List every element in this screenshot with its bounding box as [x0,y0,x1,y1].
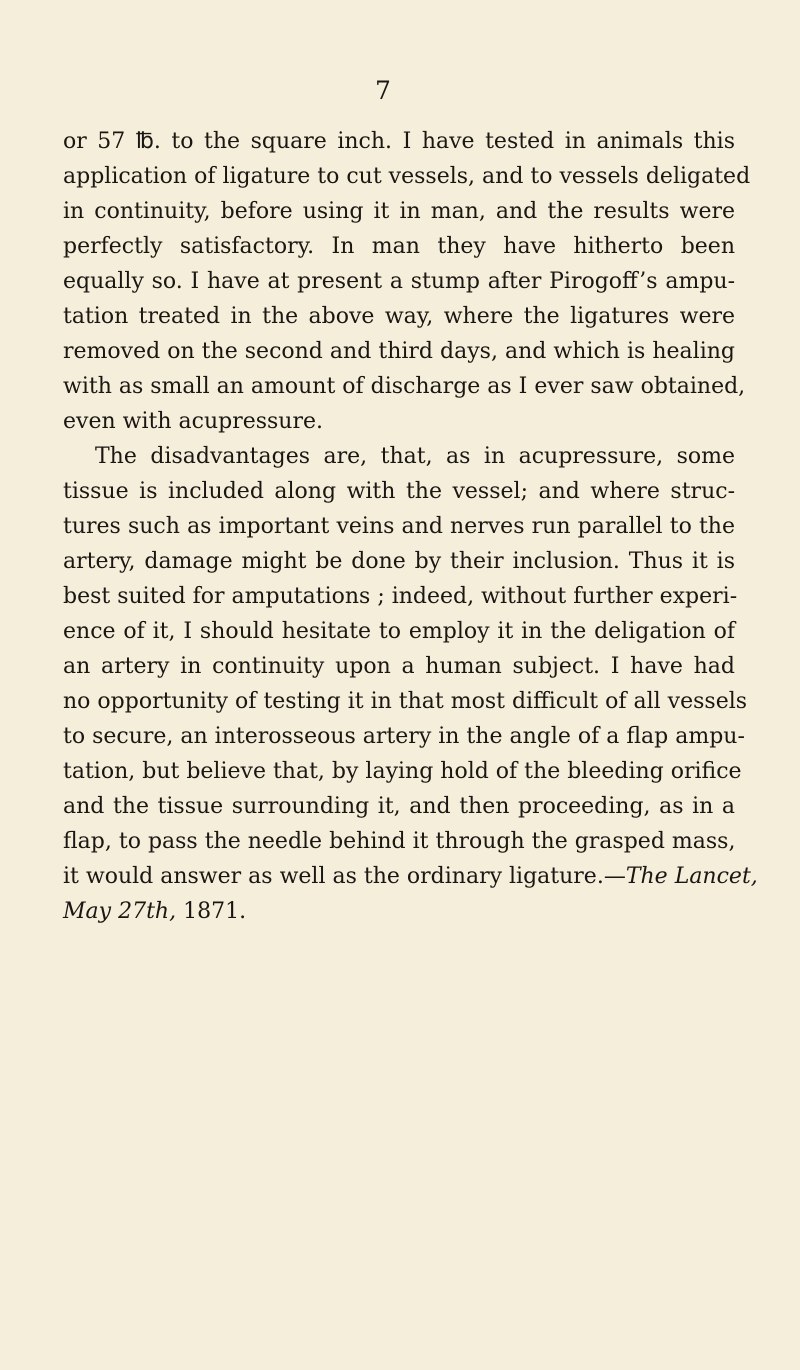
text-line: in continuity, before using it in man, and the results were [63,199,735,224]
text-line: even with acupressure. [63,409,324,434]
text-line: and the tissue surrounding it, and then proceeding, as in a [63,794,735,819]
text-line: equally so. I have at present a stump after Pirogoff’s ampu- [63,269,735,294]
text-line: removed on the second and third days, and which is healing [63,339,735,364]
text-line: an artery in continuity upon a human subject. I have had [63,654,735,679]
text-line: tures such as important veins and nerves run parallel to the [63,514,735,539]
text-line: no opportunity of testing it in that most difficult of all vessels [63,689,748,714]
text-line: with as small an amount of discharge as I ever saw obtained, [63,374,746,399]
text-line: tissue is included along with the vessel; and where struc- [63,479,735,504]
text-line: flap, to pass the needle behind it through the grasped mass, [63,829,736,854]
paragraph-1 [63,124,751,439]
text-line: tation treated in the above way, where the ligatures were [63,304,735,329]
text-line: ence of it, I should hesitate to employ it in the deligation of [63,619,735,644]
text-line: The disadvantages are, that, as in acupressure, some [95,444,735,469]
citation-year: 1871. [183,899,247,924]
text-line: tation, but believe that, by laying hold of the bleeding orifice [63,759,742,784]
body-text [63,124,758,929]
citation-line [63,859,758,894]
text-line: best suited for amputations ; indeed, without further experi- [63,584,738,609]
page-number: 7 [375,76,391,105]
citation-journal-part2: Lancet, [674,864,758,889]
text-line: perfectly satisfactory. In man they have hitherto been [63,234,735,259]
citation-date-line [63,894,735,929]
text-line: artery, damage might be done by their inclusion. Thus it is [63,549,735,574]
text-line: application of ligature to cut vessels, and to vessels deligated [63,164,751,189]
text-line: to secure, an interosseous artery in the angle of a flap ampu- [63,724,745,749]
text-line: it would answer as well as the ordinary ligature.— [63,864,626,889]
citation-day: 27th, [118,899,177,924]
paragraph-2 [63,439,758,929]
citation-journal-part1: The [625,864,668,889]
text-line: or 57 ℔. to the square inch. I have tested in animals this [63,129,735,154]
citation-month: May [63,899,112,924]
